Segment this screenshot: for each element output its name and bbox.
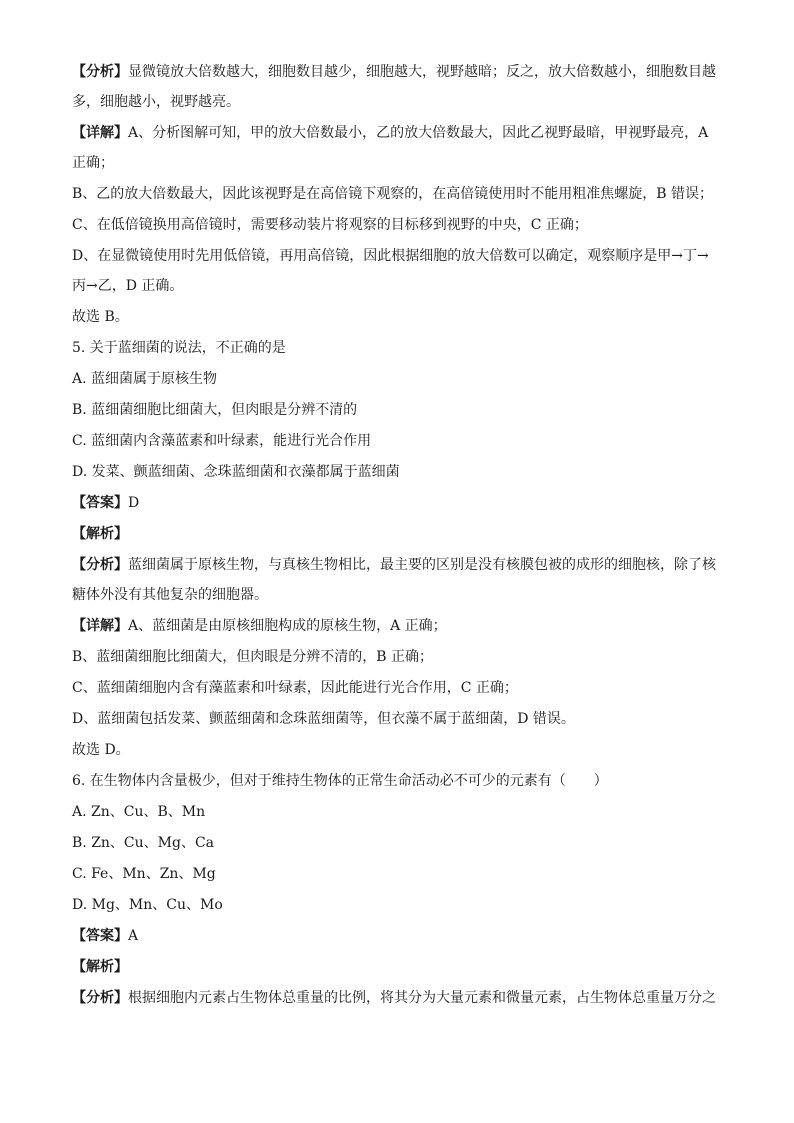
line-text: 6. 在生物体内含量极少，但对于维持生物体的正常生命活动必不可少的元素有（ ）: [72, 773, 608, 789]
text-line: [72, 215, 724, 235]
answer-line: [72, 926, 724, 946]
question-option: [72, 895, 724, 915]
section-tag: 【分析】: [72, 64, 128, 80]
section-tag: 【答案】: [72, 928, 128, 944]
line-text: 故选 B。: [72, 309, 129, 325]
question-option: [72, 369, 724, 389]
text-line: [72, 616, 724, 636]
question-title: [72, 338, 724, 358]
section-tag: 【解析】: [72, 526, 128, 542]
line-text: A. Zn、Cu、B、Mn: [72, 804, 206, 820]
line-text: 根据细胞内元素占生物体总重量的比例，将其分为大量元素和微量元素，占生物体总重量万分之: [128, 990, 716, 1006]
text-line: [72, 740, 724, 760]
analysis-heading: [72, 957, 724, 977]
text-line: [72, 62, 724, 82]
line-text: D、在显微镜使用时先用低倍镜，再用高倍镜，因此根据细胞的放大倍数可以确定，观察顺序是甲→丁→: [72, 248, 709, 264]
question-option: [72, 462, 724, 482]
analysis-heading: [72, 524, 724, 544]
text-line: [72, 988, 724, 1008]
text-line: [72, 647, 724, 667]
section-tag: 【答案】: [72, 495, 128, 511]
line-text: B、乙的放大倍数最大，因此该视野是在高倍镜下观察的，在高倍镜使用时不能用粗准焦螺旋，B 错误；: [72, 186, 714, 202]
line-text: 蓝细菌属于原核生物，与真核生物相比，最主要的区别是没有核膜包被的成形的细胞核，除了核: [128, 557, 716, 573]
line-text: B、蓝细菌细胞比细菌大，但肉眼是分辨不清的，B 正确；: [72, 649, 434, 665]
text-line: [72, 709, 724, 729]
text-line: [72, 123, 724, 143]
line-text: A: [128, 928, 139, 944]
answer-line: [72, 493, 724, 513]
text-line: [72, 678, 724, 698]
section-tag: 【详解】: [72, 618, 128, 634]
line-text: A、蓝细菌是由原核细胞构成的原核生物，A 正确；: [128, 618, 447, 634]
question-option: [72, 400, 724, 420]
line-text: B. Zn、Cu、Mg、Ca: [72, 835, 215, 851]
line-text: 5. 关于蓝细菌的说法，不正确的是: [72, 340, 286, 356]
line-text: A、分析图解可知，甲的放大倍数最小，乙的放大倍数最大，因此乙视野最暗，甲视野最亮，A: [128, 125, 709, 141]
text-line: [72, 555, 724, 575]
line-text: C、蓝细菌细胞内含有藻蓝素和叶绿素，因此能进行光合作用，C 正确；: [72, 680, 518, 696]
line-text: C、在低倍镜换用高倍镜时，需要移动装片将观察的目标移到视野的中央，C 正确；: [72, 217, 588, 233]
question-title: [72, 771, 724, 791]
line-text: D. Mg、Mn、Cu、Mo: [72, 897, 223, 913]
section-tag: 【分析】: [72, 557, 128, 573]
question-option: [72, 833, 724, 853]
line-text: C. Fe、Mn、Zn、Mg: [72, 866, 216, 882]
text-line: [72, 92, 724, 112]
text-line: [72, 184, 724, 204]
document-page: [72, 62, 724, 1019]
section-tag: 【详解】: [72, 125, 128, 141]
line-text: 显微镜放大倍数越大，细胞数目越少，细胞越大，视野越暗；反之，放大倍数越小，细胞数目越: [128, 64, 716, 80]
text-line: [72, 246, 724, 266]
text-line: [72, 585, 724, 605]
question-option: [72, 431, 724, 451]
line-text: C. 蓝细菌内含藻蓝素和叶绿素，能进行光合作用: [72, 433, 372, 449]
text-line: [72, 307, 724, 327]
line-text: 糖体外没有其他复杂的细胞器。: [72, 587, 268, 603]
text-line: [72, 153, 724, 173]
line-text: B. 蓝细菌细胞比细菌大，但肉眼是分辨不清的: [72, 402, 358, 418]
line-text: 故选 D。: [72, 742, 130, 758]
section-tag: 【分析】: [72, 990, 128, 1006]
line-text: D: [128, 495, 140, 511]
section-tag: 【解析】: [72, 959, 128, 975]
line-text: 正确；: [72, 155, 114, 171]
question-option: [72, 864, 724, 884]
line-text: 多，细胞越小，视野越亮。: [72, 94, 240, 110]
text-line: [72, 276, 724, 296]
line-text: 丙→乙，D 正确。: [72, 278, 184, 294]
line-text: D. 发菜、颤蓝细菌、念珠蓝细菌和衣藻都属于蓝细菌: [72, 464, 400, 480]
line-text: A. 蓝细菌属于原核生物: [72, 371, 218, 387]
line-text: D、蓝细菌包括发菜、颤蓝细菌和念珠蓝细菌等，但衣藻不属于蓝细菌，D 错误。: [72, 711, 575, 727]
question-option: [72, 802, 724, 822]
